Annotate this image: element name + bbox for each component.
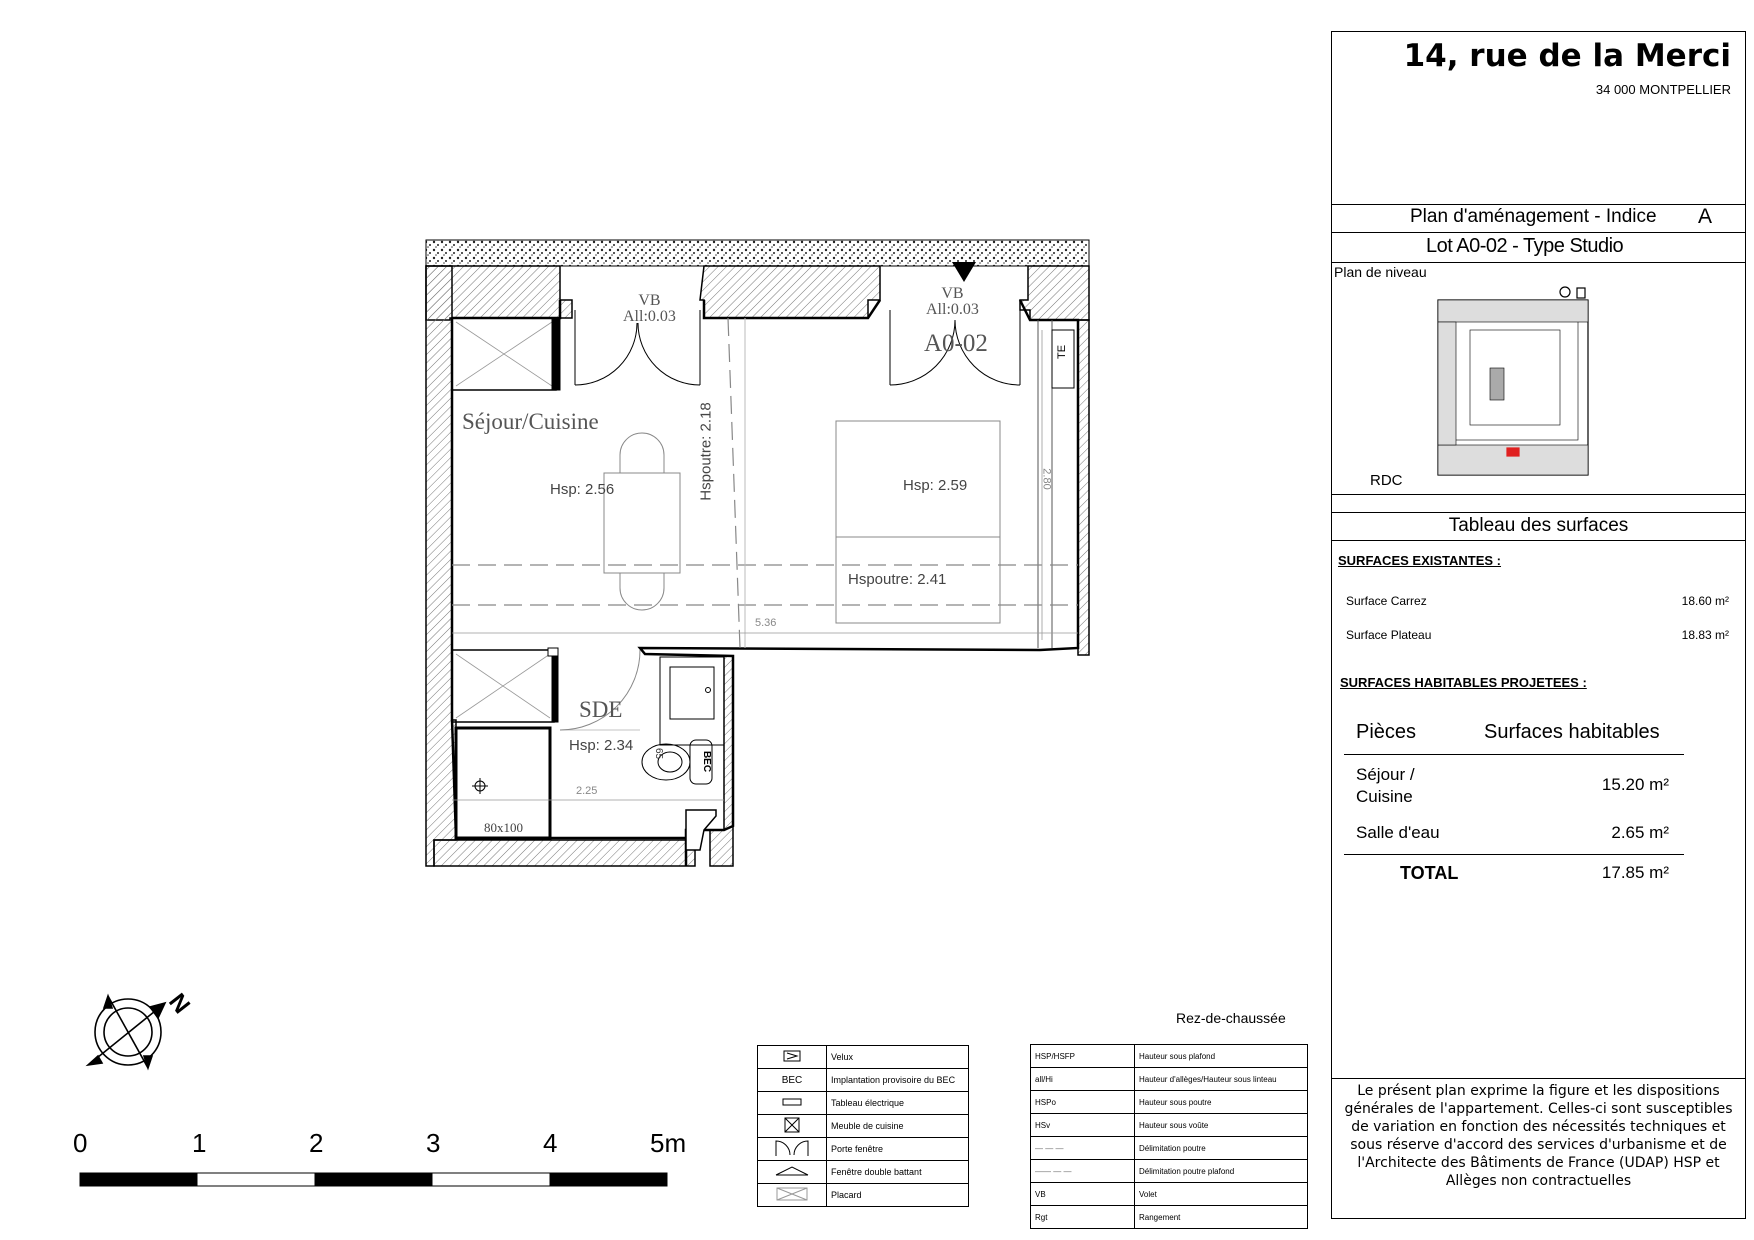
legend-code: — — — bbox=[1031, 1137, 1135, 1160]
facade-wall bbox=[426, 240, 1089, 266]
bed bbox=[836, 421, 1000, 623]
existing-label: Surface Plateau bbox=[1346, 628, 1432, 642]
legend-label: Placard bbox=[827, 1184, 969, 1207]
legend-code: VB bbox=[1031, 1183, 1135, 1206]
entrance-marker-icon bbox=[952, 262, 976, 282]
legend-label: Hauteur d'allèges/Hauteur sous linteau bbox=[1135, 1068, 1308, 1091]
legend-label: Volet bbox=[1135, 1183, 1308, 1206]
scale-bar bbox=[80, 1173, 667, 1186]
legend-label: Rangement bbox=[1135, 1206, 1308, 1229]
legend-row bbox=[1031, 1045, 1308, 1068]
legend-row bbox=[758, 1161, 969, 1184]
kitchen-unit bbox=[452, 318, 560, 390]
scale-label: 1 bbox=[192, 1128, 207, 1158]
divider bbox=[1332, 262, 1745, 263]
room-name-label: Séjour/Cuisine bbox=[462, 409, 599, 434]
legend-abbreviations bbox=[1030, 1044, 1308, 1229]
divider bbox=[1332, 1078, 1745, 1079]
projected-heading: SURFACES HABITABLES PROJETEES : bbox=[1340, 675, 1587, 690]
dimension-label: 2.80 bbox=[1040, 468, 1053, 490]
existing-value: 18.83 m² bbox=[1681, 628, 1729, 642]
room-hsp-label: Hsp: 2.56 bbox=[550, 481, 615, 498]
facade-piers bbox=[426, 266, 1089, 320]
window-allege-label: All:0.03 bbox=[926, 301, 979, 318]
legend-code: —— — — bbox=[1031, 1160, 1135, 1183]
closet-icon bbox=[758, 1184, 827, 1207]
legend-label: Délimitation poutre bbox=[1135, 1137, 1308, 1160]
legend-row bbox=[1031, 1068, 1308, 1091]
projected-room: Salle d'eau bbox=[1356, 823, 1440, 842]
divider bbox=[1332, 512, 1745, 513]
legend-row bbox=[1031, 1137, 1308, 1160]
plan-title: Plan d'aménagement - Indice bbox=[1410, 206, 1657, 227]
legend-row bbox=[1031, 1114, 1308, 1137]
washbasin bbox=[660, 657, 724, 745]
bec-label: BEC bbox=[701, 750, 713, 773]
divider bbox=[1332, 232, 1745, 233]
projected-header-room: Pièces bbox=[1356, 721, 1417, 743]
total-value: 17.85 m² bbox=[1601, 863, 1669, 882]
scale-label: 0 bbox=[73, 1128, 88, 1158]
divider bbox=[1332, 494, 1745, 495]
apartment-outline bbox=[452, 300, 1078, 866]
total-label: TOTAL bbox=[1400, 863, 1459, 883]
compass-icon bbox=[88, 996, 165, 1068]
legend-row bbox=[1031, 1091, 1308, 1114]
projected-header-surface: Surfaces habitables bbox=[1484, 721, 1660, 743]
scale-label: 2 bbox=[309, 1128, 324, 1158]
existing-value: 18.60 m² bbox=[1681, 594, 1729, 608]
scale-label: 4 bbox=[543, 1128, 558, 1158]
window-allege-label: All:0.03 bbox=[623, 308, 676, 325]
french-door-icon bbox=[758, 1138, 827, 1161]
kitchen-unit-icon bbox=[758, 1115, 827, 1138]
dimension-label: 5.36 bbox=[755, 617, 777, 629]
legend-symbol: BEC bbox=[758, 1069, 827, 1092]
legend-row bbox=[758, 1092, 969, 1115]
legend-code: Rgt bbox=[1031, 1206, 1135, 1229]
legend-label: Délimitation poutre plafond bbox=[1135, 1160, 1308, 1183]
existing-heading: SURFACES EXISTANTES : bbox=[1338, 553, 1502, 568]
legend-row bbox=[1031, 1160, 1308, 1183]
beam-height-label: Hspoutre: 2.18 bbox=[697, 402, 715, 501]
plan-index: A bbox=[1698, 205, 1713, 228]
room-hsp-label: Hsp: 2.59 bbox=[903, 477, 968, 494]
legend-label: Implantation provisoire du BEC bbox=[827, 1069, 969, 1092]
legend-code: HSP/HSFP bbox=[1031, 1045, 1135, 1068]
scale-label: 5m bbox=[650, 1128, 687, 1158]
lot-title: Lot A0-02 - Type Studio bbox=[1426, 235, 1624, 257]
projected-room: Séjour / Cuisine bbox=[1356, 765, 1415, 806]
legend-label: Porte fenêtre bbox=[827, 1138, 969, 1161]
level-plan-label: Plan de niveau bbox=[1334, 264, 1427, 280]
legend-row bbox=[758, 1115, 969, 1138]
surfaces-table-title: Tableau des surfaces bbox=[1448, 515, 1629, 536]
city-label: 34 000 MONTPELLIER bbox=[1595, 82, 1731, 97]
legend-label: Hauteur sous poutre bbox=[1135, 1091, 1308, 1114]
legend-row bbox=[758, 1069, 969, 1092]
electrical-panel-icon bbox=[758, 1092, 827, 1115]
projected-value: 15.20 m² bbox=[1601, 775, 1669, 794]
double-window-icon bbox=[758, 1161, 827, 1184]
legend-code: all/Hi bbox=[1031, 1068, 1135, 1091]
divider bbox=[1332, 540, 1745, 541]
existing-label: Surface Carrez bbox=[1346, 594, 1427, 608]
legend-label: Velux bbox=[827, 1046, 969, 1069]
projected-value: 2.65 m² bbox=[1611, 823, 1669, 842]
legend-row bbox=[758, 1138, 969, 1161]
address-title: 14, rue de la Merci bbox=[1403, 38, 1731, 74]
legend-code: HSv bbox=[1031, 1114, 1135, 1137]
legend-row bbox=[1031, 1183, 1308, 1206]
kitchen-unit-lower bbox=[452, 648, 558, 722]
scale-label: 3 bbox=[426, 1128, 441, 1158]
disclaimer: Le présent plan exprime la figure et les dispositions générales de l'appartement. Celles-ci sont susceptibles de variation en fonction des nécessités techniques et sous réserve d'accord des services d'urbanisme et de l'Architecte des Bâtiments de France (UDAP) HSP et Allèges non contractuelles bbox=[1344, 1083, 1733, 1189]
legend-label: Hauteur sous plafond bbox=[1135, 1045, 1308, 1068]
legend-symbols bbox=[757, 1045, 969, 1207]
divider bbox=[1332, 204, 1745, 205]
window-type-label: VB bbox=[638, 292, 661, 309]
dining-table bbox=[604, 433, 680, 610]
level-name: RDC bbox=[1370, 472, 1403, 489]
room-name-label: A0-02 bbox=[924, 330, 988, 357]
floor-label: Rez-de-chaussée bbox=[1176, 1010, 1286, 1026]
legend-row bbox=[758, 1184, 969, 1207]
shower-size-label: 80x100 bbox=[484, 820, 523, 835]
table-rule bbox=[1344, 754, 1684, 755]
velux-icon bbox=[758, 1046, 827, 1069]
legend-label: Tableau électrique bbox=[827, 1092, 969, 1115]
dimension-label: 2.25 bbox=[576, 785, 598, 797]
legend-row bbox=[1031, 1206, 1308, 1229]
table-rule bbox=[1344, 854, 1684, 855]
title-block bbox=[1331, 31, 1746, 1219]
legend-code: HSPo bbox=[1031, 1091, 1135, 1114]
room-name-label: SDE bbox=[579, 697, 623, 722]
legend-label: Hauteur sous voûte bbox=[1135, 1114, 1308, 1137]
window-type-label: VB bbox=[941, 285, 964, 302]
legend-row bbox=[758, 1046, 969, 1069]
dimension-label: 65 bbox=[653, 747, 665, 760]
north-label: N bbox=[163, 988, 196, 1019]
legend-label: Fenêtre double battant bbox=[827, 1161, 969, 1184]
electrical-panel-label: TE bbox=[1056, 344, 1069, 360]
beam-lines bbox=[452, 318, 1078, 648]
beam-height-label: Hspoutre: 2.41 bbox=[848, 571, 947, 588]
legend-label: Meuble de cuisine bbox=[827, 1115, 969, 1138]
room-hsp-label: Hsp: 2.34 bbox=[569, 737, 634, 754]
outer-walls bbox=[426, 266, 1089, 866]
